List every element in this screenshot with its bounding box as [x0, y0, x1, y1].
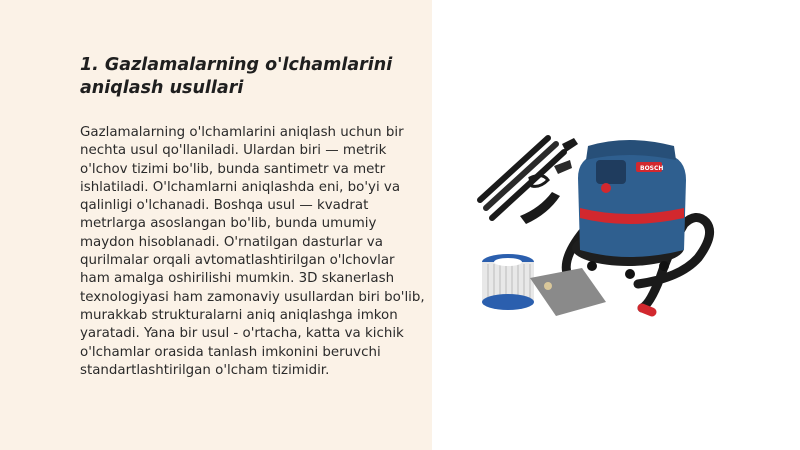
vacuum-cleaner-image — [470, 108, 730, 323]
dust-bag — [530, 268, 606, 316]
vacuum-body — [572, 140, 686, 279]
brand-logo-text: BOSCH — [640, 165, 664, 172]
slide-body-text: Gazlamalarning o'lchamlarini aniqlash uchun bir nechta usul qo'llaniladi. Ulardan biri — metrik o'lchov tizimi bo'lib, bunda santimetr va metr ishlatiladi. O'lchamlarni aniqlashda eni, bo'yi va qalinligi o'lchanadi. Boshqa usul — kvadrat metrlarga asoslangan bo'lib, bunda umumiy maydon hisoblanadi. O'rnatilgan dasturlar va qurilmalar orqali avtomatlashtirilgan o'lchovlar ham amalga oshirilishi mumkin. 3D skanerlash texnologiyasi ham zamonaviy usullardan biri bo'lib, murakkab strukturalarni aniq aniqlashga imkon yaratadi. Yana bir usul - o'rtacha, katta va kichik o'lchamlar orasida tanlash imkonini beruvchi standartlashtirilgan o'lcham tizimidir. — [80, 125, 425, 378]
cartridge-filter — [482, 254, 534, 310]
slide-title: 1. Gazlamalarning o'lchamlarini aniqlash usullari — [80, 55, 393, 98]
